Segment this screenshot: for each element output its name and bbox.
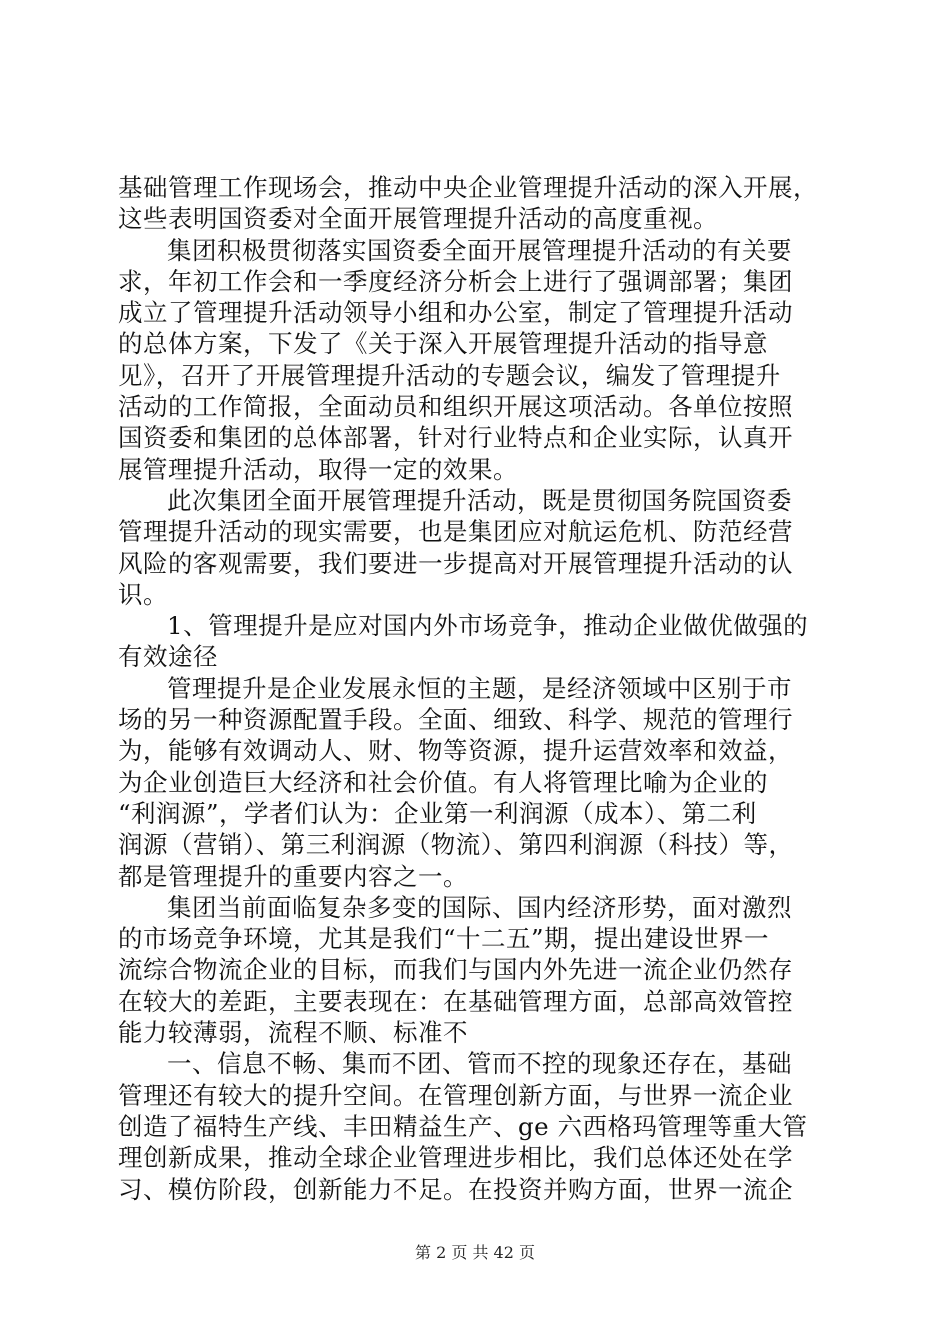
text-line: 在较大的差距，主要表现在：在基础管理方面，总部高效管控 xyxy=(118,986,793,1016)
text-line: 有效途径 xyxy=(118,642,218,672)
text-line: 的总体方案，下发了《关于深入开展管理提升活动的指导意 xyxy=(118,329,768,359)
text-line: 为，能够有效调动人、财、物等资源，提升运营效率和效益， xyxy=(118,736,793,766)
text-line: 集团积极贯彻落实国资委全面开展管理提升活动的有关要 xyxy=(167,235,792,265)
text-line: 基础管理工作现场会，推动中央企业管理提升活动的深入开展， xyxy=(118,173,818,202)
text-line: 一、信息不畅、集而不团、管而不控的现象还存在，基础 xyxy=(167,1049,792,1079)
text-line: 管理提升活动的现实需要，也是集团应对航运危机、防范经营 xyxy=(118,517,793,547)
text-line: 集团当前面临复杂多变的国际、国内经济形势，面对激烈 xyxy=(167,892,792,922)
text-line: 成立了管理提升活动领导小组和办公室，制定了管理提升活动 xyxy=(118,298,793,328)
text-line: 此次集团全面开展管理提升活动，既是贯彻国务院国资委 xyxy=(167,485,792,515)
text-line: 风险的客观需要，我们要进一步提高对开展管理提升活动的认 xyxy=(118,548,793,578)
text-line: 求，年初工作会和一季度经济分析会上进行了强调部署；集团 xyxy=(118,266,793,296)
text-line: 识。 xyxy=(118,579,168,609)
text-line: 国资委和集团的总体部署，针对行业特点和企业实际，认真开 xyxy=(118,423,793,453)
text-line: 这些表明国资委对全面开展管理提升活动的高度重视。 xyxy=(118,204,718,234)
text-line: “利润源”，学者们认为：企业第一利润源（成本）、第二利 xyxy=(118,798,757,828)
text-line: 能力较薄弱，流程不顺、标准不 xyxy=(118,1018,468,1048)
text-line: 场的另一种资源配置手段。全面、细致、科学、规范的管理行 xyxy=(118,705,793,735)
text-line: 为企业创造巨大经济和社会价值。有人将管理比喻为企业的 xyxy=(118,767,768,797)
text-line: 1、管理提升是应对国内外市场竞争，推动企业做优做强的 xyxy=(167,611,809,641)
text-line: 管理提升是企业发展永恒的主题，是经济领域中区别于市 xyxy=(167,673,792,703)
text-line: 习、模仿阶段，创新能力不足。在投资并购方面，世界一流企 xyxy=(118,1174,793,1204)
text-line: 见》，召开了开展管理提升活动的专题会议，编发了管理提升 xyxy=(118,360,781,390)
text-line: 都是管理提升的重要内容之一。 xyxy=(118,861,468,891)
text-line: 润源（营销）、第三利润源（物流）、第四利润源（科技）等， xyxy=(118,830,794,860)
text-line: 创造了福特生产线、丰田精益生产、ge 六西格玛管理等重大管 xyxy=(118,1111,808,1141)
text-line: 流综合物流企业的目标，而我们与国内外先进一流企业仍然存 xyxy=(118,955,793,985)
text-line: 管理还有较大的提升空间。在管理创新方面，与世界一流企业 xyxy=(118,1080,793,1110)
page-footer: 第 2 页 共 42 页 xyxy=(415,1243,535,1262)
text-line: 的市场竞争环境，尤其是我们“十二五”期，提出建设世界一 xyxy=(118,924,770,954)
text-line: 展管理提升活动，取得一定的效果。 xyxy=(118,454,518,484)
document-body xyxy=(118,172,838,1205)
text-line: 理创新成果，推动全球企业管理进步相比，我们总体还处在学 xyxy=(118,1143,793,1173)
text-line: 活动的工作简报，全面动员和组织开展这项活动。各单位按照 xyxy=(118,392,793,422)
